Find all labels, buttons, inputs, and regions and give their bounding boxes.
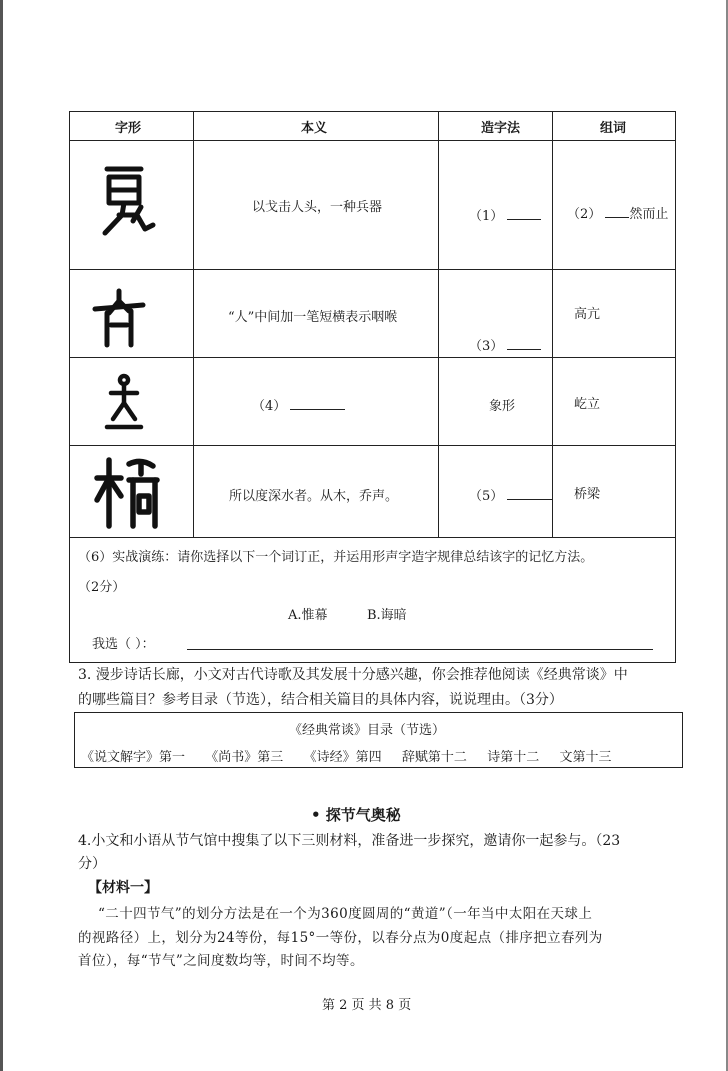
seal-script-li-character-icon [99,373,149,433]
row2-method-blank-label: （3） [469,335,541,354]
scan-edge-left [0,0,3,1071]
q4-line2: 分） [78,856,106,872]
practice-prompt: （6）实战演练：请你选择以下一个词订正，并运用形声字造字规律总结该字的记忆方法。 [78,550,594,565]
material1-line3: 首位），每“节气”之间度数均等，时间不均等。 [78,953,364,969]
choice-label: 我选（ ）： [92,637,155,652]
directory-entry: 辞赋第十二 [401,750,467,765]
material1-line1: “二十四节气”的划分方法是在一个为360度圆周的“黄道”（一年当中太阳在天球上 [98,906,593,922]
q4-line1: 4.小文和小语从节气馆中搜集了以下三则材料，准备进一步探究，邀请你一起参与。（23 [78,833,621,849]
answer-blank-3[interactable] [507,349,541,350]
q3-line1: 3. 漫步诗话长廊，小文对古代诗歌及其发展十分感兴趣，你会推荐他阅读《经典常谈》中 [78,667,628,683]
material1-line2: 的视路径）上，划分为24等份，每15°一等份，以春分点为0度起点（排序把立春列为 [78,930,603,946]
section-title: • 探节气奥秘 [311,806,401,824]
directory-entry: 《尚书》第三 [205,750,284,765]
row3-method: 象形 [489,399,516,414]
answer-blank-5[interactable] [507,499,553,500]
directory-title: 《经典常谈》目录（节选） [289,723,446,738]
practice-score: （2分） [78,580,126,595]
seal-script-qiao-character-icon [93,456,165,530]
row1-meaning: 以戈击人头，一种兵器 [252,200,383,215]
row1-method-blank-label: （1） [469,205,541,224]
header-method: 造字法 [481,121,521,136]
answer-blank-1[interactable] [507,219,541,220]
directory-entry: 《说文解字》第一 [81,750,186,765]
directory-box [74,712,683,768]
row2-word: 高亢 [574,307,601,322]
q3-line2: 的哪些篇目？参考目录（节选），结合相关篇目的具体内容，说说理由。（3分） [78,692,563,708]
row4-meaning: 所以度深水者。从木，乔声。 [229,489,399,504]
seal-script-kang-character-icon [89,287,149,349]
row1-word: （2） 然而止 [567,207,669,222]
option-a[interactable]: A.惟幕 [288,608,328,623]
character-table [69,111,676,663]
directory-entry: 《诗经》第四 [303,750,382,765]
row4-word: 桥梁 [574,487,601,502]
directory-entry: 文第十三 [559,750,612,765]
row3-meaning-blank-label: （4） [252,395,345,414]
answer-blank-4[interactable] [290,409,345,410]
answer-blank-2[interactable] [605,217,629,218]
header-word: 组词 [600,121,627,136]
row3-word: 屹立 [574,397,601,412]
header-glyph: 字形 [115,121,142,136]
seal-script-ge-character-icon [97,163,157,238]
directory-entry: 诗第十二 [487,750,540,765]
material1-label: 【材料一】 [88,880,158,896]
option-b[interactable]: B.诲暗 [367,608,407,623]
row2-meaning: “人”中间加一笔短横表示咽喉 [228,310,398,325]
header-meaning: 本义 [301,121,328,136]
answer-line[interactable] [187,649,653,650]
row4-method-blank-label: （5） [469,485,553,504]
page-number: 第 2 页 共 8 页 [322,998,412,1013]
directory-entries [81,746,612,765]
